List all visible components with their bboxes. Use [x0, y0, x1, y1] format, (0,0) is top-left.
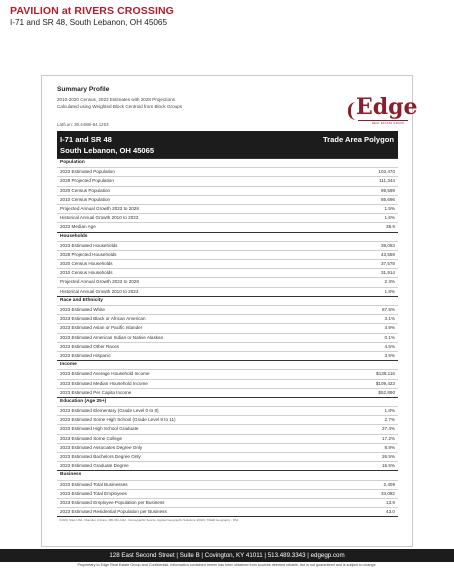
row-label: 2028 Projected Households [60, 251, 117, 257]
row-value: 33,082 [380, 490, 395, 496]
table-row [57, 379, 398, 388]
table-row [57, 342, 398, 351]
summary-line-2: Calculated using Weighted Block Centroid from Block Groups [57, 104, 183, 109]
row-value: 39,063 [380, 242, 395, 248]
table-row [57, 452, 398, 461]
row-value: 15.5% [381, 463, 395, 469]
row-label: 2023 Estimated Households [60, 242, 118, 248]
row-label: 2023 Estimated American Indian or Native Alaskan [60, 334, 164, 340]
footer-contact-bar: 128 East Second Street | Suite B | Covington, KY 41011 | 513.489.3343 | edgegp.com [0, 549, 454, 562]
row-value: 111,344 [379, 178, 395, 184]
demographics-table [57, 158, 398, 516]
table-row [57, 323, 398, 332]
table-row [57, 241, 398, 250]
table-row [57, 489, 398, 498]
row-label: 2020 Census Population [60, 187, 111, 193]
table-row [57, 461, 398, 470]
row-value: 1.6% [384, 215, 395, 221]
row-label: 2023 Estimated Some College [60, 435, 123, 441]
table-row [57, 333, 398, 342]
card-content [57, 82, 398, 522]
row-label: 2023 Estimated Population [60, 169, 115, 175]
table-row [57, 351, 398, 360]
row-label: 2023 Estimated Average Household Income [60, 371, 150, 377]
table-row [57, 434, 398, 443]
row-label: 2023 Estimated Graduate Degree [60, 463, 129, 469]
row-value: 3.5% [384, 352, 395, 358]
row-label: 2010 Census Population [60, 196, 111, 202]
table-row [57, 507, 398, 516]
table-row [57, 314, 398, 323]
lat-lon: Lat/Lon: 39.4488/-84.1253 [57, 122, 109, 127]
row-value: 37,578 [380, 261, 395, 267]
section-header: Population [57, 158, 398, 167]
row-value: 13.9 [386, 499, 395, 505]
row-label: 2023 Estimated Bachelors Degree Only [60, 454, 141, 459]
row-label: 2023 Estimated Other Races [60, 343, 119, 349]
row-value: 1.8% [384, 288, 395, 294]
row-value: 2.7% [384, 417, 395, 423]
row-label: 2023 Estimated Median Household Income [60, 380, 148, 386]
row-label: 2023 Estimated Some High School (Grade Level 9 to 11) [60, 417, 176, 423]
row-label: Historical Annual Growth 2010 to 2023 [60, 215, 139, 221]
table-row [57, 277, 398, 286]
row-label: 2028 Projected Population [60, 178, 114, 184]
section-header: Business [57, 470, 398, 479]
row-value: 43,559 [380, 251, 395, 257]
banner-location-line-2: South Lebanon, OH 45065 [60, 146, 155, 155]
row-value: 0.1% [384, 334, 395, 340]
row-value: 4.5% [384, 343, 395, 349]
table-row [57, 287, 398, 296]
table-row [57, 195, 398, 204]
section-header: Race and Ethnicity [57, 296, 398, 305]
table-row [57, 259, 398, 268]
table-row [57, 480, 398, 489]
table-row [57, 406, 398, 415]
row-value: 1.5% [384, 205, 395, 211]
table-row [57, 222, 398, 231]
row-label: 2023 Estimated Employee Population per Business [60, 499, 165, 505]
table-end-rule [57, 516, 398, 517]
row-value: 26.5% [381, 454, 395, 459]
section-header: Households [57, 232, 398, 241]
row-label: 2023 Estimated White [60, 307, 105, 312]
banner-location-line-1: I-71 and SR 48 [60, 135, 112, 144]
table-row [57, 167, 398, 176]
property-address: I-71 and SR 48, South Lebanon, OH 45065 [10, 18, 168, 27]
row-label: 2023 Estimated Hispanic [60, 352, 111, 358]
row-label: Projected Annual Growth 2023 to 2028 [60, 279, 139, 285]
row-label: Historical Annual Growth 2010 to 2023 [60, 288, 139, 294]
table-row [57, 213, 398, 222]
row-value: 17.2% [381, 435, 395, 441]
row-value: 99,599 [380, 187, 395, 193]
summary-line-1: 2010-2020 Census, 2023 Estimates with 2028 Projections [57, 97, 175, 102]
table-row [57, 186, 398, 195]
row-value: 43.0 [386, 509, 395, 515]
table-row [57, 250, 398, 259]
row-label: 2023 Estimated Per Capita Income [60, 389, 132, 395]
section-header: Education (Age 25+) [57, 397, 398, 406]
row-value: 2.3% [384, 279, 395, 285]
row-value: 27.4% [381, 426, 395, 432]
row-value: 8.9% [384, 444, 395, 450]
row-label: 2010 Census Households [60, 270, 113, 276]
row-label: 2020 Census Households [60, 261, 113, 267]
row-value: 3.1% [384, 316, 395, 322]
source-note: ©2023, Sites USA, Chandler, Arizona, 480-491-1112 · Demographic Source: Applied Geographic Solutions 4/2023, TIGER Geography - RS1 [59, 518, 239, 523]
banner-trade-area: Trade Area Polygon [322, 135, 394, 144]
table-row [57, 424, 398, 433]
table-row [57, 415, 398, 424]
row-label: 2023 Estimated Elementary (Grade Level 0 to 8) [60, 408, 159, 414]
property-title: PAVILION at RIVERS CROSSING [10, 5, 174, 17]
location-banner [57, 131, 398, 158]
summary-title: Summary Profile [57, 86, 110, 93]
row-label: 2023 Estimated Black or African American [60, 316, 146, 322]
table-row [57, 176, 398, 185]
row-value: 4.9% [384, 325, 395, 331]
row-label: 2023 Estimated Associates Degree Only [60, 444, 143, 450]
row-value: 1.8% [384, 408, 395, 414]
row-value: $52,890 [378, 389, 395, 395]
row-label: Projected Annual Growth 2023 to 2028 [60, 205, 139, 211]
table-row [57, 305, 398, 314]
section-header: Income [57, 360, 398, 369]
table-row [57, 268, 398, 277]
summary-profile-card [41, 75, 418, 547]
table-row [57, 498, 398, 507]
row-label: 2023 Estimated High School Graduate [60, 426, 139, 432]
row-label: 2023 Estimated Total Employees [60, 490, 127, 496]
row-value: $138,116 [376, 371, 395, 377]
row-label: 2023 Estimated Total Businesses [60, 481, 128, 487]
row-label: 2023 Estimated Asian or Pacific Islander [60, 325, 143, 331]
row-value: 87.5% [381, 307, 395, 312]
row-value: 103,470 [378, 169, 395, 175]
table-row [57, 388, 398, 397]
row-label: 2023 Median Age [60, 224, 96, 230]
row-value: 31,914 [380, 270, 395, 276]
footer-disclaimer: Proprietary to Edge Real Estate Group and Confidential. Information contained herein has been obtained from sources deemed reliable, but is not guaranteed and is subject to change. [77, 563, 377, 567]
row-value: $109,423 [375, 380, 395, 386]
row-value: 85,696 [380, 196, 395, 202]
table-row [57, 369, 398, 378]
row-value: 38.9 [386, 224, 395, 230]
logo-wordmark: Edge [356, 94, 418, 120]
row-value: 2,409 [383, 481, 395, 487]
logo-tagline: REAL ESTATE GROUP [372, 122, 405, 125]
table-row [57, 443, 398, 452]
row-label: 2023 Estimated Residential Population per Business [60, 509, 167, 515]
table-row [57, 204, 398, 213]
